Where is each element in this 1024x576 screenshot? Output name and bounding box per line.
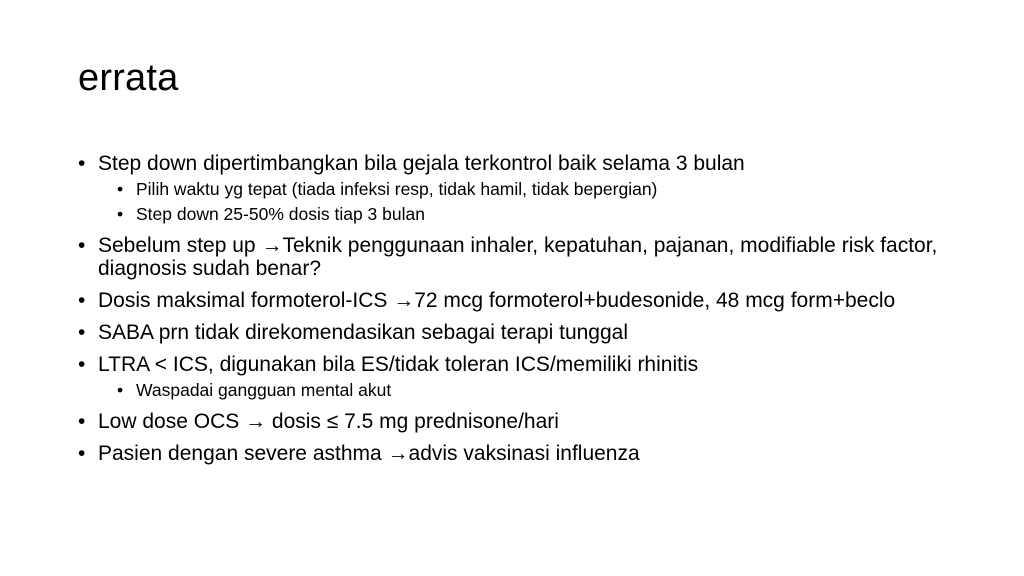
sub-bullet-text: Pilih waktu yg tepat (tiada infeksi resp, tidak hamil, tidak bepergian) — [136, 179, 658, 199]
bullet-icon: • — [117, 179, 124, 199]
right-arrow-icon: → — [393, 289, 415, 312]
bullet-item-step-down — [78, 152, 958, 175]
sub-bullet-item — [78, 380, 958, 401]
bullet-list — [78, 152, 958, 465]
bullet-item-ltra — [78, 353, 958, 376]
right-arrow-icon: → — [387, 442, 409, 465]
bullet-item-ocs — [78, 410, 958, 433]
bullet-icon: • — [78, 289, 86, 312]
bullet-text: Step down dipertimbangkan bila gejala terkontrol baik selama 3 bulan — [98, 152, 745, 175]
bullet-text-after: Teknik penggunaan inhaler, kepatuhan, pajanan, modifiable risk factor, diagnosis sudah benar? — [98, 234, 938, 280]
sub-bullet-text: Step down 25-50% dosis tiap 3 bulan — [136, 204, 425, 224]
sub-bullet-item — [78, 179, 958, 200]
right-arrow-icon: → — [245, 410, 267, 433]
bullet-text-before: Low dose OCS — [98, 410, 246, 433]
bullet-item-step-up — [78, 234, 958, 280]
bullet-icon: • — [117, 380, 124, 400]
bullet-icon: • — [117, 204, 124, 224]
bullet-icon: • — [78, 152, 86, 175]
bullet-item-saba — [78, 321, 958, 344]
slide-title: errata — [78, 57, 179, 99]
bullet-icon: • — [78, 410, 86, 433]
bullet-text-after: 72 mcg formoterol+budesonide, 48 mcg form+beclo — [414, 289, 896, 312]
bullet-icon: • — [78, 234, 86, 257]
bullet-text-after: dosis ≤ 7.5 mg prednisone/hari — [266, 410, 559, 433]
bullet-text-after: advis vaksinasi influenza — [408, 442, 640, 465]
bullet-icon: • — [78, 353, 86, 376]
bullet-text-before: Dosis maksimal formoterol-ICS — [98, 289, 394, 312]
bullet-icon: • — [78, 321, 86, 344]
bullet-item-max-dose — [78, 289, 958, 312]
bullet-text: SABA prn tidak direkomendasikan sebagai terapi tunggal — [98, 321, 629, 344]
right-arrow-icon: → — [261, 234, 283, 257]
bullet-text-before: Sebelum step up — [98, 234, 262, 257]
bullet-text-before: Pasien dengan severe asthma — [98, 442, 388, 465]
bullet-icon: • — [78, 442, 86, 465]
sub-bullet-item — [78, 204, 958, 225]
bullet-text: LTRA < ICS, digunakan bila ES/tidak toleran ICS/memiliki rhinitis — [98, 353, 699, 376]
bullet-item-severe-asthma — [78, 442, 958, 465]
sub-bullet-text: Waspadai gangguan mental akut — [136, 380, 392, 400]
